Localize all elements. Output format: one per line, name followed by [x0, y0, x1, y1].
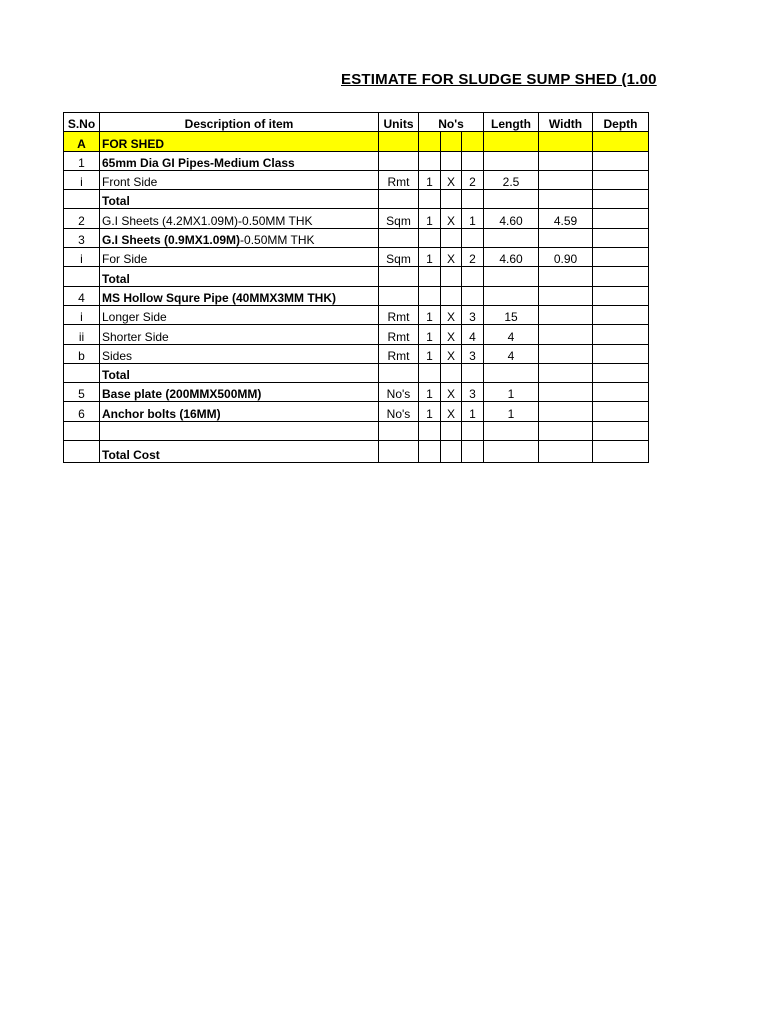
cell-nos-quantity[interactable]: 4 — [462, 325, 484, 344]
header-width[interactable]: Width — [539, 113, 593, 132]
cell-nos-quantity[interactable] — [462, 267, 484, 286]
cell-nos-count[interactable] — [419, 363, 441, 382]
cell-nos-quantity[interactable]: 3 — [462, 344, 484, 363]
cell-sno[interactable]: A — [64, 132, 100, 151]
cell-nos-count[interactable]: 1 — [419, 248, 441, 267]
cell-sno[interactable] — [64, 441, 100, 463]
cell-nos-quantity[interactable]: 1 — [462, 402, 484, 421]
table-row — [64, 402, 649, 421]
cell-sno[interactable]: i — [64, 305, 100, 324]
header-units[interactable]: Units — [379, 113, 419, 132]
cell-nos-quantity[interactable] — [462, 363, 484, 382]
cell-description[interactable]: For Side — [100, 248, 379, 267]
cell-nos-count[interactable]: 1 — [419, 325, 441, 344]
cell-nos-quantity[interactable] — [462, 441, 484, 463]
cell-description[interactable]: MS Hollow Squre Pipe (40MMX3MM THK) — [100, 286, 379, 305]
estimate-table — [63, 112, 649, 463]
cell-nos-multiply[interactable]: X — [441, 305, 462, 324]
cell-sno[interactable] — [64, 421, 100, 440]
cell-description[interactable]: Anchor bolts (16MM) — [100, 402, 379, 421]
cell-width[interactable] — [539, 325, 593, 344]
cell-nos-quantity[interactable] — [462, 228, 484, 247]
cell-width[interactable] — [539, 344, 593, 363]
cell-depth[interactable] — [593, 441, 649, 463]
cell-nos-count[interactable] — [419, 190, 441, 209]
cell-description[interactable]: Total — [100, 363, 379, 382]
cell-width[interactable] — [539, 228, 593, 247]
cell-width[interactable] — [539, 363, 593, 382]
cell-nos-quantity[interactable]: 3 — [462, 305, 484, 324]
cell-units[interactable] — [379, 190, 419, 209]
cell-description[interactable] — [100, 228, 379, 247]
cell-length[interactable] — [484, 132, 539, 151]
table-row — [64, 286, 649, 305]
cell-nos-count[interactable]: 1 — [419, 383, 441, 402]
cell-nos-multiply[interactable] — [441, 441, 462, 463]
cell-description[interactable]: Sides — [100, 344, 379, 363]
cell-sno[interactable]: ii — [64, 325, 100, 344]
cell-units[interactable]: Sqm — [379, 209, 419, 228]
cell-length[interactable]: 1 — [484, 383, 539, 402]
header-nos[interactable]: No's — [419, 113, 484, 132]
cell-sno[interactable]: b — [64, 344, 100, 363]
cell-depth[interactable] — [593, 170, 649, 189]
cell-sno[interactable]: 4 — [64, 286, 100, 305]
description-bold-part: G.I Sheets (0.9MX1.09M) — [102, 233, 241, 248]
cell-units[interactable]: Rmt — [379, 325, 419, 344]
cell-nos-multiply[interactable] — [441, 190, 462, 209]
cell-width[interactable] — [539, 170, 593, 189]
table-row — [64, 228, 649, 247]
cell-sno[interactable]: 1 — [64, 151, 100, 170]
document-title: ESTIMATE FOR SLUDGE SUMP SHED (1.00 — [341, 71, 657, 88]
cell-length[interactable]: 4.60 — [484, 248, 539, 267]
cell-nos-count[interactable] — [419, 267, 441, 286]
cell-length[interactable]: 1 — [484, 402, 539, 421]
description-rest-part: -0.50MM THK — [240, 233, 315, 248]
cell-depth[interactable] — [593, 248, 649, 267]
cell-depth[interactable] — [593, 421, 649, 440]
cell-depth[interactable] — [593, 228, 649, 247]
table-row — [64, 305, 649, 324]
cell-units[interactable]: Rmt — [379, 344, 419, 363]
cell-length[interactable]: 15 — [484, 305, 539, 324]
cell-width[interactable] — [539, 190, 593, 209]
cell-length[interactable] — [484, 363, 539, 382]
cell-sno[interactable]: 2 — [64, 209, 100, 228]
cell-nos-multiply[interactable] — [441, 286, 462, 305]
cell-nos-count[interactable]: 1 — [419, 209, 441, 228]
header-sno[interactable]: S.No — [64, 113, 100, 132]
cell-units[interactable] — [379, 421, 419, 440]
cell-description[interactable]: FOR SHED — [100, 132, 379, 151]
cell-depth[interactable] — [593, 132, 649, 151]
cell-nos-count[interactable] — [419, 151, 441, 170]
cell-description[interactable]: Total — [100, 190, 379, 209]
cell-sno[interactable] — [64, 190, 100, 209]
cell-description[interactable]: Base plate (200MMX500MM) — [100, 383, 379, 402]
cell-width[interactable] — [539, 402, 593, 421]
cell-nos-count[interactable] — [419, 132, 441, 151]
cell-nos-multiply[interactable] — [441, 421, 462, 440]
cell-nos-multiply[interactable] — [441, 363, 462, 382]
table-row — [64, 421, 649, 440]
cell-nos-multiply[interactable] — [441, 228, 462, 247]
cell-description[interactable] — [100, 421, 379, 440]
cell-nos-multiply[interactable]: X — [441, 402, 462, 421]
header-description[interactable]: Description of item — [100, 113, 379, 132]
cell-width[interactable] — [539, 441, 593, 463]
cell-nos-count[interactable]: 1 — [419, 305, 441, 324]
cell-length[interactable]: 4.60 — [484, 209, 539, 228]
cell-nos-multiply[interactable]: X — [441, 209, 462, 228]
cell-nos-quantity[interactable] — [462, 190, 484, 209]
cell-nos-quantity[interactable]: 2 — [462, 170, 484, 189]
cell-depth[interactable] — [593, 344, 649, 363]
cell-length[interactable] — [484, 421, 539, 440]
cell-sno[interactable] — [64, 267, 100, 286]
cell-depth[interactable] — [593, 325, 649, 344]
cell-units[interactable]: No's — [379, 383, 419, 402]
cell-length[interactable] — [484, 190, 539, 209]
cell-width[interactable] — [539, 383, 593, 402]
table-row — [64, 248, 649, 267]
cell-length[interactable] — [484, 441, 539, 463]
cell-depth[interactable] — [593, 363, 649, 382]
header-row — [64, 113, 649, 132]
cell-width[interactable]: 4.59 — [539, 209, 593, 228]
table-row — [64, 441, 649, 463]
header-length[interactable]: Length — [484, 113, 539, 132]
table-row — [64, 363, 649, 382]
cell-units[interactable] — [379, 228, 419, 247]
cell-sno[interactable]: 6 — [64, 402, 100, 421]
cell-sno[interactable]: i — [64, 248, 100, 267]
table-row — [64, 132, 649, 151]
cell-description[interactable]: Total — [100, 267, 379, 286]
cell-units[interactable]: Sqm — [379, 248, 419, 267]
cell-nos-count[interactable]: 1 — [419, 344, 441, 363]
cell-nos-quantity[interactable]: 1 — [462, 209, 484, 228]
cell-units[interactable] — [379, 151, 419, 170]
cell-nos-multiply[interactable]: X — [441, 170, 462, 189]
cell-nos-count[interactable]: 1 — [419, 170, 441, 189]
cell-nos-quantity[interactable]: 2 — [462, 248, 484, 267]
cell-width[interactable] — [539, 132, 593, 151]
cell-nos-quantity[interactable] — [462, 151, 484, 170]
cell-units[interactable]: Rmt — [379, 305, 419, 324]
cell-nos-multiply[interactable]: X — [441, 344, 462, 363]
cell-width[interactable] — [539, 151, 593, 170]
cell-width[interactable] — [539, 305, 593, 324]
cell-nos-multiply[interactable] — [441, 267, 462, 286]
cell-depth[interactable] — [593, 305, 649, 324]
table-row — [64, 209, 649, 228]
cell-length[interactable] — [484, 267, 539, 286]
cell-units[interactable] — [379, 267, 419, 286]
cell-units[interactable]: Rmt — [379, 170, 419, 189]
table-row — [64, 267, 649, 286]
cell-width[interactable] — [539, 286, 593, 305]
cell-length[interactable] — [484, 151, 539, 170]
cell-units[interactable] — [379, 363, 419, 382]
table-row — [64, 151, 649, 170]
cell-depth[interactable] — [593, 267, 649, 286]
cell-units[interactable] — [379, 132, 419, 151]
cell-length[interactable] — [484, 228, 539, 247]
cell-units[interactable] — [379, 441, 419, 463]
header-depth[interactable]: Depth — [593, 113, 649, 132]
cell-description[interactable]: G.I Sheets (4.2MX1.09M)-0.50MM THK — [100, 209, 379, 228]
table-row — [64, 170, 649, 189]
cell-description[interactable]: Longer Side — [100, 305, 379, 324]
cell-width[interactable] — [539, 421, 593, 440]
cell-sno[interactable]: 3 — [64, 228, 100, 247]
cell-sno[interactable]: 5 — [64, 383, 100, 402]
cell-description[interactable]: Total Cost — [100, 441, 379, 463]
cell-depth[interactable] — [593, 286, 649, 305]
cell-description[interactable]: Shorter Side — [100, 325, 379, 344]
cell-description[interactable]: Front Side — [100, 170, 379, 189]
cell-nos-multiply[interactable]: X — [441, 325, 462, 344]
cell-nos-count[interactable]: 1 — [419, 402, 441, 421]
cell-nos-multiply[interactable]: X — [441, 248, 462, 267]
cell-units[interactable] — [379, 286, 419, 305]
cell-depth[interactable] — [593, 190, 649, 209]
table-row — [64, 344, 649, 363]
cell-description[interactable]: 65mm Dia GI Pipes-Medium Class — [100, 151, 379, 170]
cell-sno[interactable] — [64, 363, 100, 382]
cell-nos-quantity[interactable]: 3 — [462, 383, 484, 402]
table-row — [64, 190, 649, 209]
cell-units[interactable]: No's — [379, 402, 419, 421]
cell-nos-count[interactable] — [419, 228, 441, 247]
cell-sno[interactable]: i — [64, 170, 100, 189]
cell-width[interactable] — [539, 267, 593, 286]
cell-nos-count[interactable] — [419, 286, 441, 305]
table-row — [64, 383, 649, 402]
cell-depth[interactable] — [593, 209, 649, 228]
cell-depth[interactable] — [593, 402, 649, 421]
cell-depth[interactable] — [593, 383, 649, 402]
cell-nos-multiply[interactable] — [441, 151, 462, 170]
cell-depth[interactable] — [593, 151, 649, 170]
table-row — [64, 325, 649, 344]
cell-width[interactable]: 0.90 — [539, 248, 593, 267]
cell-length[interactable] — [484, 286, 539, 305]
cell-nos-count[interactable] — [419, 441, 441, 463]
cell-length[interactable]: 2.5 — [484, 170, 539, 189]
cell-nos-multiply[interactable] — [441, 132, 462, 151]
cell-nos-multiply[interactable]: X — [441, 383, 462, 402]
cell-length[interactable]: 4 — [484, 344, 539, 363]
cell-nos-count[interactable] — [419, 421, 441, 440]
cell-nos-quantity[interactable] — [462, 421, 484, 440]
cell-nos-quantity[interactable] — [462, 132, 484, 151]
cell-nos-quantity[interactable] — [462, 286, 484, 305]
cell-length[interactable]: 4 — [484, 325, 539, 344]
